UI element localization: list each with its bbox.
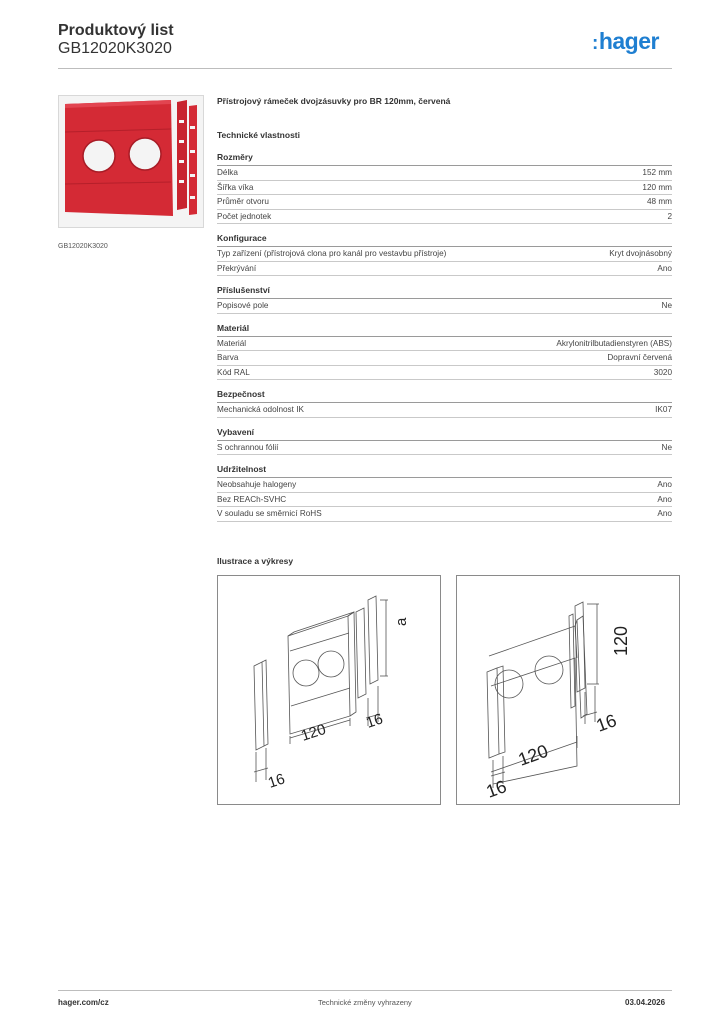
spec-value: Ano <box>657 263 672 273</box>
spec-label: Překrývání <box>217 263 257 273</box>
spec-value: 48 mm <box>646 197 672 206</box>
hager-logo <box>592 28 659 55</box>
section-equipment <box>217 427 672 456</box>
section-material <box>217 323 672 381</box>
spec-label: Kód RAL <box>217 367 250 377</box>
spec-row <box>217 210 672 225</box>
spec-row <box>217 351 672 366</box>
spec-label: S ochrannou fólií <box>217 442 279 452</box>
section-title: Bezpečnost <box>217 389 672 403</box>
spec-label: Neobsahuje halogeny <box>217 480 297 489</box>
frame-drawing-icon <box>457 576 679 804</box>
section-title: Materiál <box>217 323 672 337</box>
footer-divider <box>58 990 672 991</box>
spec-value: Ano <box>657 509 672 518</box>
spec-label: Popisové pole <box>217 301 269 310</box>
spec-value: Akrylonitrilbutadienstyren (ABS) <box>556 338 672 348</box>
section-title: Rozměry <box>217 152 672 166</box>
spec-content <box>217 96 672 522</box>
spec-row <box>217 478 672 493</box>
spec-row <box>217 337 672 352</box>
spec-value: Ne <box>661 442 672 452</box>
spec-row <box>217 366 672 381</box>
spec-value: 120 mm <box>642 182 672 192</box>
dim-height-label: a <box>393 617 410 626</box>
spec-row <box>217 262 672 277</box>
dim-bottom-label: 16 <box>265 770 288 792</box>
spec-label: Délka <box>217 168 238 177</box>
header-divider <box>58 68 672 69</box>
spec-label: Barva <box>217 353 239 362</box>
section-title: Udržitelnost <box>217 464 672 478</box>
dim-width-label: 120 <box>515 740 551 770</box>
spec-value: Ano <box>657 494 672 504</box>
footer-disclaimer: Technické změny vyhrazeny <box>318 998 412 1007</box>
section-configuration <box>217 233 672 276</box>
spec-value: IK07 <box>655 405 672 414</box>
section-accessories <box>217 285 672 314</box>
section-title: Příslušenství <box>217 285 672 299</box>
red-frame-icon <box>59 96 203 227</box>
spec-row <box>217 181 672 196</box>
spec-value: 152 mm <box>642 168 672 177</box>
tech-properties-title: Technické vlastnosti <box>217 130 300 140</box>
dim-side-label: 16 <box>593 710 620 736</box>
product-name: Přístrojový rámeček dvojzásuvky pro BR 120mm, červená <box>217 96 451 106</box>
spec-value: Kryt dvojnásobný <box>609 249 672 258</box>
spec-row <box>217 493 672 508</box>
dim-height-label: 120 <box>611 625 631 656</box>
spec-row <box>217 507 672 522</box>
spec-label: Průměr otvoru <box>217 197 269 206</box>
product-code: GB12020K3020 <box>58 40 172 57</box>
dim-side-label: 16 <box>363 710 386 732</box>
dim-width-label: 120 <box>298 720 329 745</box>
spec-row <box>217 247 672 262</box>
page-title: Produktový list <box>58 22 174 39</box>
spec-value: Dopravní červená <box>607 353 672 362</box>
spec-value: 3020 <box>653 367 672 377</box>
logo-text: hager <box>598 28 659 54</box>
section-title: Konfigurace <box>217 233 672 247</box>
spec-value: Ano <box>657 480 672 489</box>
technical-drawing-2 <box>456 575 680 805</box>
spec-label: V souladu se směrnicí RoHS <box>217 509 322 518</box>
spec-row <box>217 166 672 181</box>
spec-row <box>217 403 672 418</box>
spec-label: Počet jednotek <box>217 211 272 221</box>
image-caption: GB12020K3020 <box>58 243 108 250</box>
product-image <box>58 95 204 228</box>
spec-label: Materiál <box>217 338 247 348</box>
section-safety <box>217 389 672 418</box>
illustrations-title: Ilustrace a výkresy <box>217 556 294 566</box>
spec-value: Ne <box>661 301 672 310</box>
section-sustainability <box>217 464 672 522</box>
spec-label: Šířka víka <box>217 182 254 192</box>
spec-row <box>217 195 672 210</box>
spec-row <box>217 299 672 314</box>
spec-label: Bez REACh-SVHC <box>217 494 287 504</box>
section-dimensions <box>217 152 672 224</box>
logo-dots-icon: : <box>592 33 598 54</box>
spec-label: Typ zařízení (přístrojová clona pro kanál pro vestavbu přístroje) <box>217 249 447 258</box>
footer-date: 03.04.2026 <box>625 998 666 1007</box>
frame-drawing-icon <box>218 576 440 804</box>
footer-website-link[interactable]: hager.com/cz <box>58 998 109 1007</box>
spec-row <box>217 441 672 456</box>
section-title: Vybavení <box>217 427 672 441</box>
spec-value: 2 <box>667 211 672 221</box>
technical-drawing-1 <box>217 575 441 805</box>
spec-label: Mechanická odolnost IK <box>217 405 304 414</box>
dim-bottom-label: 16 <box>483 776 510 802</box>
